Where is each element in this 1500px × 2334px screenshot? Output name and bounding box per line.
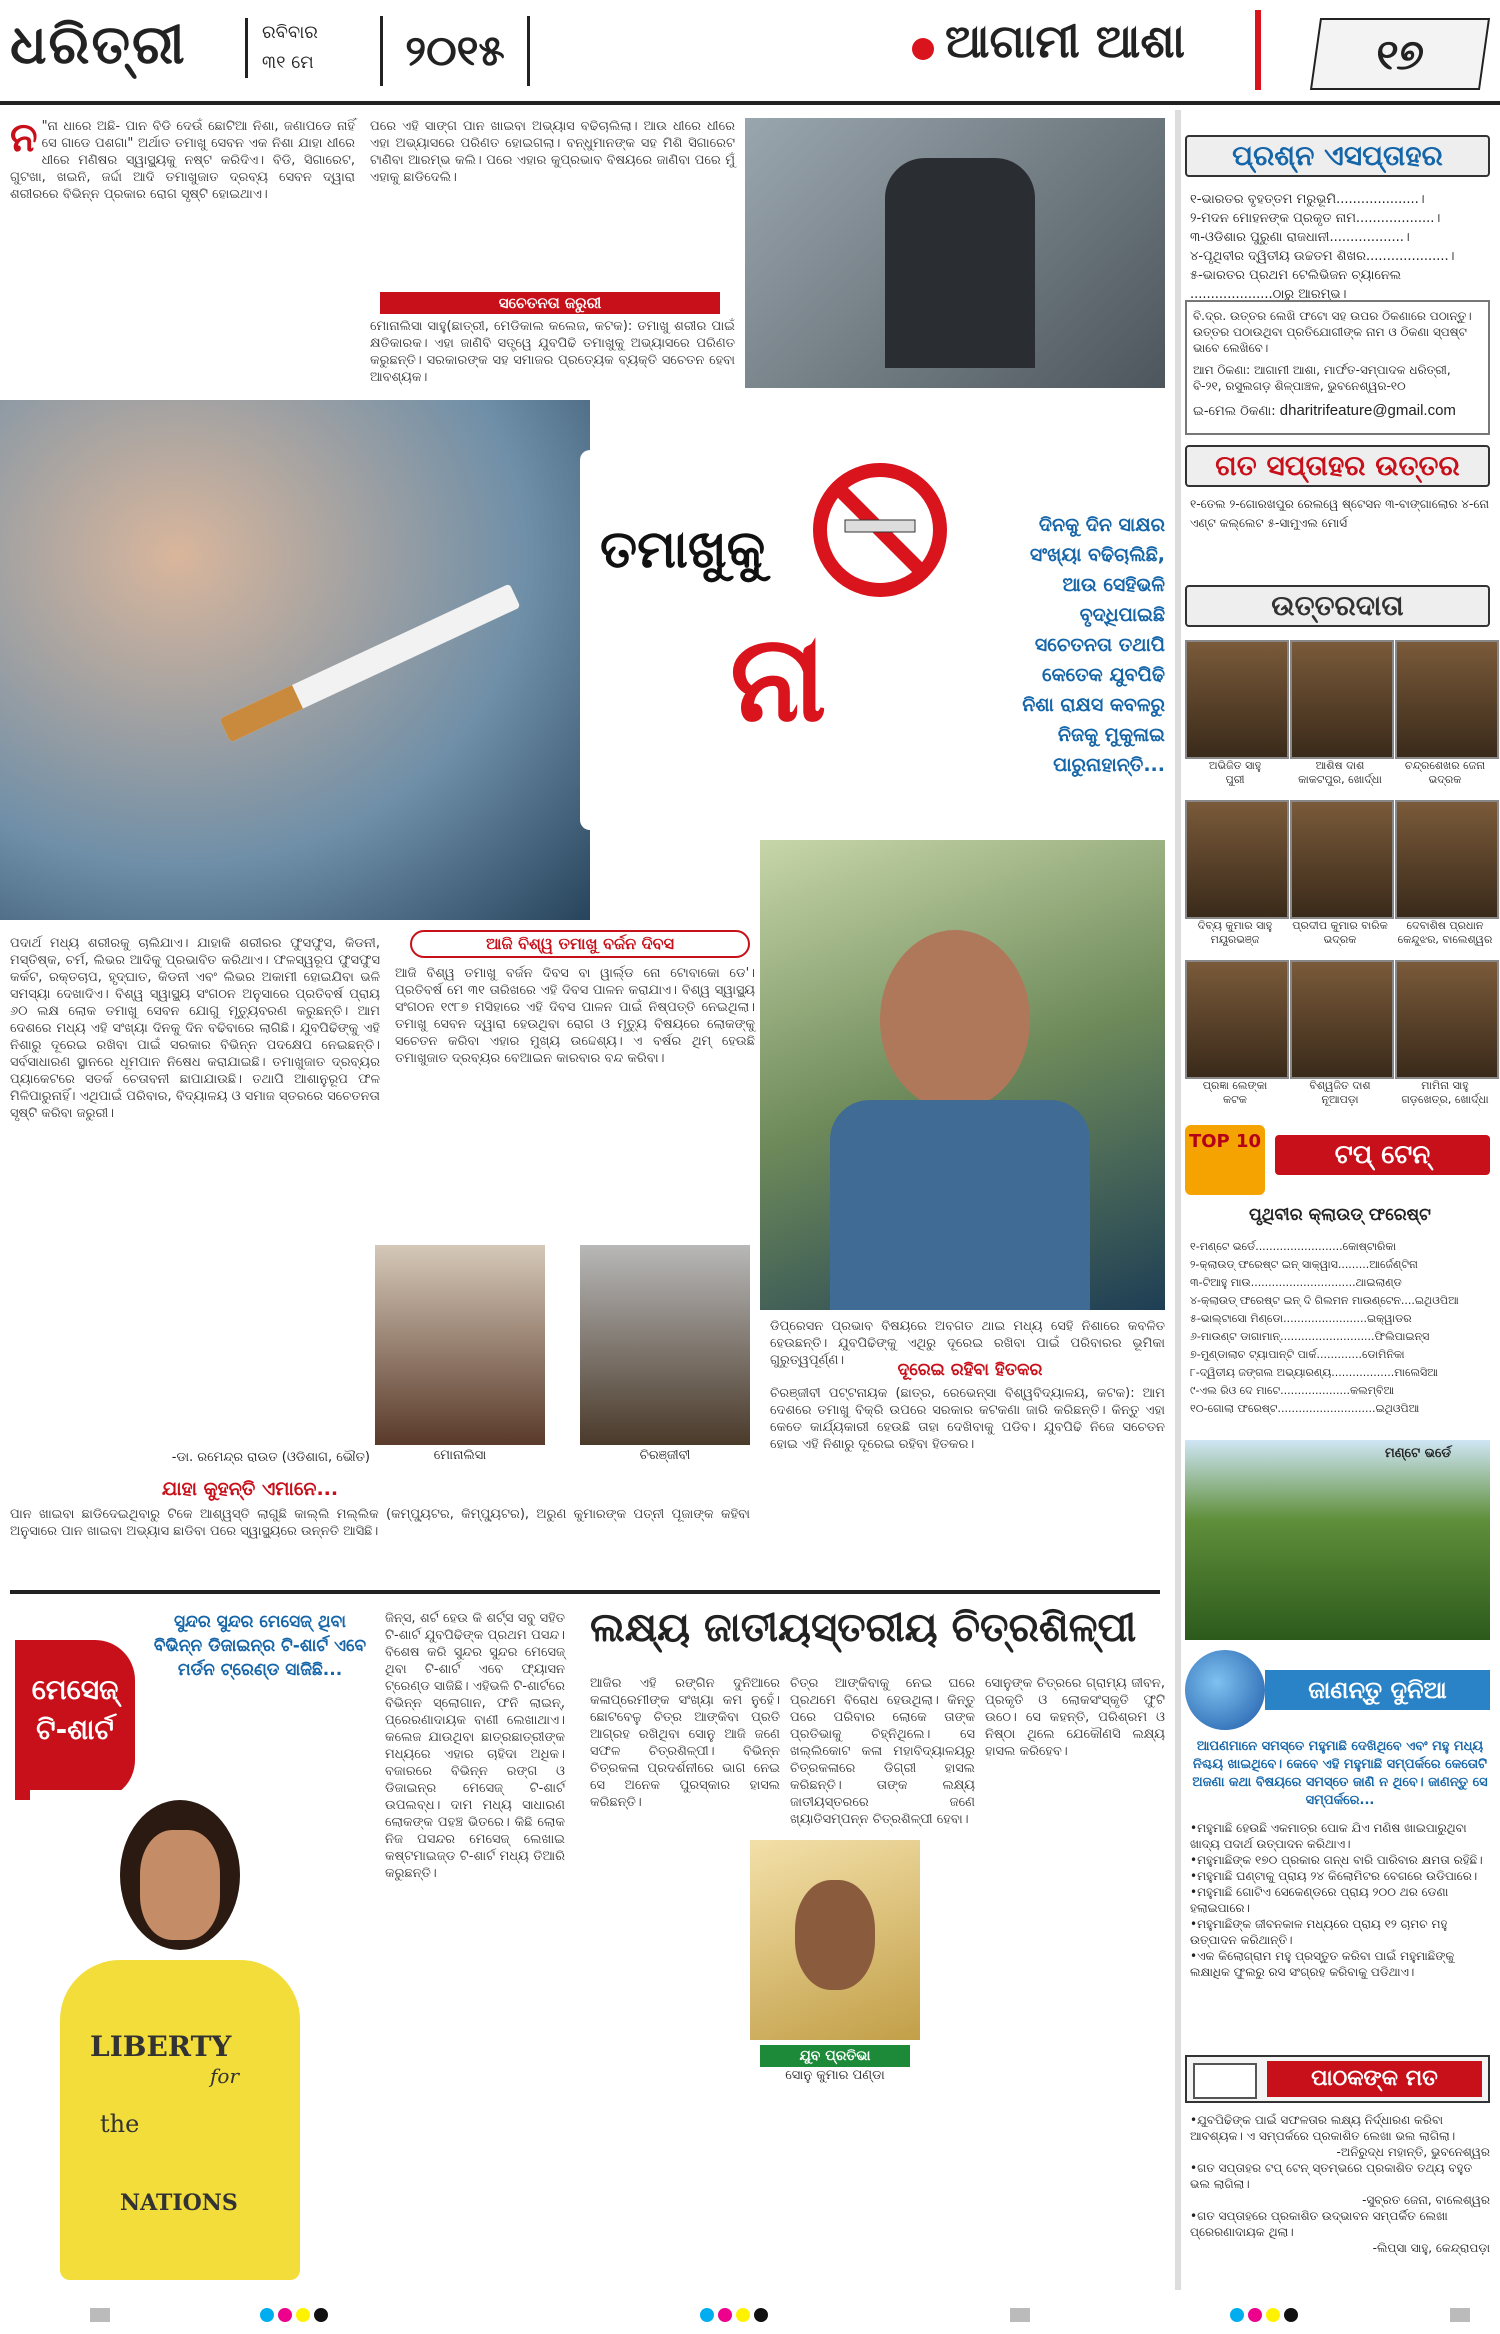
globe-icon xyxy=(1185,1650,1265,1730)
headline-part-1: ତମାଖୁକୁ xyxy=(600,520,766,580)
headline-part-2: ନା xyxy=(730,610,827,749)
email-link[interactable]: dharitrifeature@gmail.com xyxy=(1279,402,1456,419)
winner-place: ପୁରୀ xyxy=(1225,773,1245,786)
sidebar-divider xyxy=(1175,110,1181,2290)
page-number: ୧୭ xyxy=(1310,18,1490,90)
world-item: •ମହୁମାଛି ହେଉଛି ଏକମାତ୍ର ପୋକ ଯିଏ ମଣିଷ ଖାଇପାରୁଥିବା ଖାଦ୍ୟ ପଦାର୍ଥ ଉତ୍ପାଦନ କରିଥାଏ। xyxy=(1190,1821,1467,1851)
reader-name: -ଲିପ୍ସା ସାହୁ, କେନ୍ଦ୍ରାପଡ଼ା xyxy=(1372,2241,1490,2255)
winner-place: ଭଦ୍ରକ xyxy=(1323,933,1357,946)
top-ten-item: ୭-ମୁଣ୍ଡାଲାଚ ଟ୍ୟାପାନ୍‌ଟି ପାର୍କ.............ଡୋମିନିକା xyxy=(1190,1348,1405,1361)
tshirt-label: ମେସେଜ୍ ଟି-ଶାର୍ଟ xyxy=(15,1640,135,1800)
top-ten-item: ୩-ଟିଆହୁ ମାଉ..............................ଥାଇଲାଣ୍ଡ xyxy=(1190,1276,1402,1289)
aware-head: ସଚେତନତା ଜରୁରୀ xyxy=(380,292,720,314)
year-label: ୨୦୧୫ xyxy=(380,16,530,86)
top-ten-item: ୫-ଭାଲ୍ଟାସୋ ମିଣ୍ଡୋ........................ଇକ୍ୱାଡର xyxy=(1190,1312,1412,1325)
winner-photo xyxy=(1290,800,1394,919)
intro-text: "ନା ଧାରେ ଅଛି- ପାନ ବିଡି ଦେଉଁ ଛୋଟିଆ ନିଶା, ଜଣାପଡେ ନାହିଁ ସେ ଗାଡେ ପଶଗା" ଅର୍ଥାତ ତମାଖୁ ସେବନ ଏକ ନିଶା ଯାହା ଧୀରେ ଧୀରେ ମଣିଷର ସ୍ୱାସ୍ଥ୍ୟକୁ ନଷ୍ଟ କରିଦିଏ। ବିଡି, ସିଗାରେଟ, ଗୁଟଖା, ଖଇନି, ଜର୍ଦ୍ଦା ଆଦି ତମାଖୁଜାତ ଦ୍ରବ୍ୟ ସେବନ ଦ୍ୱାରା ଶରୀରରେ ବିଭିନ୍ନ ପ୍ରକାର ରୋଗ ସୃଷ୍ଟି ହୋଇଥାଏ। xyxy=(10,119,355,202)
day-label: ରବିବାର xyxy=(262,22,318,43)
winner-place: ନୂଆପଡ଼ା xyxy=(1321,1093,1359,1106)
artist-body-3: ସୋନୁଙ୍କ ଚିତ୍ରରେ ଗ୍ରାମ୍ୟ ଜୀବନ, ପ୍ରକୃତି ଓ ଲୋକସଂସ୍କୃତି ଫୁଟି ଉଠେ। ସେ କହନ୍ତି, ପରିଶ୍ରମ ଓ ନିଷ୍ଠା ଥିଲେ ଯେକୌଣସି ଲକ୍ଷ୍ୟ ହାସଲ କରିହେବ। xyxy=(985,1676,1165,1759)
shirt-silhouette xyxy=(830,1100,1090,1310)
shirt-text-the: the xyxy=(100,2110,140,2138)
forest-photo xyxy=(1185,1440,1490,1640)
date-block xyxy=(245,18,365,78)
top-ten-heading: ଟପ୍ ଟେନ୍ xyxy=(1275,1135,1490,1175)
winner-name: ବିଶ୍ୱଜିତ ଦାଶ xyxy=(1309,1079,1371,1092)
reader-comment: •ଯୁବପିଢିଙ୍କ ପାଇଁ ସଫଳତାର ଲକ୍ଷ୍ୟ ନିର୍ଦ୍ଧାରଣ କରିବା ଆବଶ୍ୟକ। ଏ ସମ୍ପର୍କରେ ପ୍ରକାଶିତ ଲେଖା ଭଲ ଲାଗିଲା। xyxy=(1190,2113,1456,2143)
main-intro xyxy=(10,115,355,388)
portrait-caption-1: ମୋନାଲିସା xyxy=(433,1448,487,1463)
quiz-item: ୩-ଓଡିଶାର ପୁରୁଣା ରାଜଧାନୀ..................। xyxy=(1190,230,1410,245)
aware-text: ମୋନାଲିସା ସାହୁ(ଛାତ୍ରୀ, ମେଡିକାଲ କଲେଜ, କଟକ): ତମାଖୁ ଶରୀର ପାଇଁ କ୍ଷତିକାରକ। ଏହା ଜାଣିବି ସତ୍ତ୍ୱେ ଯୁବପିଢି ତମାଖୁକୁ ଅଭ୍ୟାସରେ ପରିଣତ କରୁଛନ୍ତି। ସରକାରଙ୍କ ସହ ସମାଜର ପ୍ରତ୍ୟେକ ବ୍ୟକ୍ତି ସଚେତନ ହେବା ଆବଶ୍ୟକ। xyxy=(370,319,735,385)
readers-heading: ପାଠକଙ୍କ ମତ xyxy=(1267,2061,1482,2097)
winner-name: ମାମିନା ସାହୁ xyxy=(1421,1079,1469,1092)
world-item: •ମହୁମାଛି ଗୋଟିଏ ସେକେଣ୍ଡରେ ପ୍ରାୟ ୨୦୦ ଥର ଡେଣା ହଲାଇପାରେ। xyxy=(1190,1885,1449,1915)
newspaper-logo: ଧରିତ୍ରୀ xyxy=(10,12,187,76)
winner-name: ପ୍ରଦୀପ କୁମାର ବାରିକ xyxy=(1292,919,1388,932)
top-ten-item: ୧୦-ଗୋଲା ଫରେଷ୍ଟ............................ଇଥିଓପିଆ xyxy=(1190,1402,1420,1415)
shirt-text-for: for xyxy=(210,2064,240,2088)
winner-card xyxy=(1395,640,1495,787)
winner-card xyxy=(1290,640,1390,787)
byline: -ଡା. ରମେନ୍ଦ୍ର ରାଉତ (ଓଡିଶାଗ, ଭୌତ) xyxy=(171,1450,370,1465)
tshirt-body: ଜିନ୍ସ, ଶର୍ଟ ହେଉ କି ଶର୍ଟ୍ସ ସବୁ ସହିତ ଟି-ଶାର୍ଟ ଯୁବପିଢିଙ୍କ ପ୍ରଥମ ପସନ୍ଦ। ବିଶେଷ କରି ସୁନ୍ଦର ସୁନ୍ଦର ମେସେଜ୍ ଥିବା ଟି-ଶାର୍ଟ ଏବେ ଫ୍ୟାସନ ଟ୍ରେଣ୍ଡ ସାଜିଛି। ଏହିଭଳି ଟି-ଶାର୍ଟରେ ବିଭିନ୍ନ ସ୍ଲୋଗାନ, ଫନି ଲାଇନ୍, ପ୍ରେରଣାଦାୟକ ବାଣୀ ଲେଖାଥାଏ। କଲେଜ ଯାଉଥିବା ଛାତ୍ରଛାତ୍ରୀଙ୍କ ମଧ୍ୟରେ ଏହାର ଚାହିଦା ଅଧିକ। ବଜାରରେ ବିଭିନ୍ନ ରଙ୍ଗ ଓ ଡିଜାଇନ୍‌ର ମେସେଜ୍ ଟି-ଶାର୍ଟ ଉପଲବ୍ଧ। ଦାମ ମଧ୍ୟ ସାଧାରଣ ଲୋକଙ୍କ ପହଞ୍ଚ ଭିତରେ। କିଛି ଲୋକ ନିଜ ପସନ୍ଦର ମେସେଜ୍ ଲେଖାଇ କଷ୍ଟମାଇଜ୍ଡ ଟି-ଶାର୍ଟ ମଧ୍ୟ ତିଆରି କରୁଛନ୍ତି। xyxy=(385,1611,565,1881)
forest-caption: ମଣ୍ଟେ ଭର୍ଡେ xyxy=(1385,1446,1451,1461)
winner-place: ଗଡ଼ଖେତ୍ର, ଖୋର୍ଦ୍ଧା xyxy=(1401,1093,1489,1106)
reader-name: -ସୁବ୍ରତ ଜେନା, ବାଲେଶ୍ୱର xyxy=(1362,2193,1490,2207)
drop-cap: ନ xyxy=(10,115,38,161)
quiz-heading: ପ୍ରଶ୍ନ ଏସପ୍ତାହର xyxy=(1185,135,1490,177)
quiz-item: ୪-ପୃଥିବୀର ଦ୍ୱିତୀୟ ଉଚ୍ଚତମ ଶିଖର....................। xyxy=(1190,249,1455,264)
keepaway-heading: ଦୂରେଇ ରହିବା ହିତକର xyxy=(897,1360,1043,1380)
world-item: •ଏକ କିଲୋଗ୍ରାମ ମହୁ ପ୍ରସ୍ତୁତ କରିବା ପାଇଁ ମହୁମାଛିଙ୍କୁ ଲକ୍ଷାଧିକ ଫୁଲରୁ ରସ ସଂଗ୍ରହ କରିବାକୁ ପଡିଥାଏ। xyxy=(1190,1949,1455,1979)
winner-card xyxy=(1185,960,1285,1107)
person-silhouette xyxy=(885,158,1035,368)
world-item: •ମହୁମାଛି ଘଣ୍ଟାକୁ ପ୍ରାୟ ୨୪ କିଲୋମିଟର ବେଗରେ ଉଡିପାରେ। xyxy=(1190,1869,1478,1883)
quiz-item: ୫-ଭାରତର ପ୍ରଥମ ଟେଲିଭିଜନ ଚ୍ୟାନେଲ ....................ଠାରୁ ଆରମ୍ଭ। xyxy=(1190,268,1402,302)
answers-heading: ଗତ ସପ୍ତାହର ଉତ୍ତର xyxy=(1185,445,1490,487)
portrait-caption-2: ଚିରଞ୍ଜୀବୀ xyxy=(639,1448,691,1463)
main-body: ପଦାର୍ଥ ମଧ୍ୟ ଶରୀରକୁ ଚାଲିଯାଏ। ଯାହାକି ଶରୀରର ଫୁସଫୁସ, କିଡନୀ, ମସ୍ତିଷ୍କ, ଚର୍ମ, ଲିଭର ଆଦିକୁ ପ୍ରଭାବିତ କରିଥାଏ। ଫଳସ୍ୱରୂପ ଫୁସଫୁସ କର୍କଟ, ରକ୍ତଚାପ, ହୃଦ୍‌ଘାତ, କିଡନୀ ଏବଂ ଲିଭର ଅକାମୀ ହୋଇଯିବା ଭଳି ସମସ୍ୟା ଦେଖାଦିଏ। ବିଶ୍ୱ ସ୍ୱାସ୍ଥ୍ୟ ସଂଗଠନ ଅନୁସାରେ ପ୍ରତିବର୍ଷ ପ୍ରାୟ ୬୦ ଲକ୍ଷ ଲୋକ ତମାଖୁ ସେବନ ଯୋଗୁ ମୃତ୍ୟୁବରଣ କରୁଛନ୍ତି। ଆମ ଦେଶରେ ମଧ୍ୟ ଏହି ସଂଖ୍ୟା ଦିନକୁ ଦିନ ବଢିବାରେ ଲାଗିଛି। ଯୁବପିଢିଙ୍କୁ ଏହି ନିଶାରୁ ଦୂରେଇ ରଖିବା ପାଇଁ ସରକାର ବିଭିନ୍ନ ପଦକ୍ଷେପ ନେଇଛନ୍ତି। ସର୍ବସାଧାରଣ ସ୍ଥାନରେ ଧୂମପାନ ନିଷେଧ କରାଯାଇଛି। ତମାଖୁଜାତ ଦ୍ରବ୍ୟର ପ୍ୟାକେଟରେ ସତର୍କ ଚେତାବନୀ ଛାପାଯାଉଛି। ତଥାପି ଆଶାନୁରୂପ ଫଳ ମିଳିପାରୁନାହିଁ। ଏଥିପାଇଁ ପରିବାର, ବିଦ୍ୟାଳୟ ଓ ସମାଜ ସ୍ତରରେ ସଚେତନତା ସୃଷ୍ଟି କରିବା ଜରୁରୀ। xyxy=(10,936,380,1121)
winner-card xyxy=(1290,800,1390,947)
top-ten-item: ୨-କ୍ଲାଉଡ୍ ଫରେଷ୍ଟ ଇନ୍ ସାକ୍ୱାସ.........ଆର୍ଜେଣ୍ଟିନା xyxy=(1190,1258,1418,1271)
winner-name: ଚନ୍ଦ୍ରଶେଖର ଜେନା xyxy=(1404,759,1486,772)
answers: ୧-ତେଲ ୨-ଗୋରଖପୁର ରେଲୱେ ଷ୍ଟେସନ ୩-ବାଙ୍ଗାଲୋର ୪-ନୋ ଏଣ୍ଟ କଲ୍ଲେଟ ୫-ସାମୁଏଲ ମୋର୍ସ xyxy=(1190,497,1489,530)
winner-place: ମୟୂରଭଞ୍ଜ xyxy=(1210,933,1260,946)
reader-comment: •ଗତ ସପ୍ତାହର ଟପ୍ ଟେନ୍ ସ୍ତମ୍ଭରେ ପ୍ରକାଶିତ ତଥ୍ୟ ବହୁତ ଭଲ ଲାଗିଲା। xyxy=(1190,2161,1473,2191)
top-ten-logo: TOP 10 xyxy=(1185,1125,1265,1195)
portrait-chiranjeevi xyxy=(580,1245,750,1445)
quiz-note: ବି.ଦ୍ର. ଉତ୍ତର ଲେଖି ଫଟୋ ସହ ଉପର ଠିକଣାରେ ପଠାନ୍ତୁ। ଉତ୍ତର ପଠାଉଥିବା ପ୍ରତିଯୋଗୀଙ୍କ ନାମ ଓ ଠିକଣା ସ୍ପଷ୍ଟ ଭାବେ ଲେଖିବେ। xyxy=(1193,309,1472,355)
deck: ଦିନକୁ ଦିନ ସାକ୍ଷର ସଂଖ୍ୟା ବଢିଚାଲିଛି, ଆଉ ସେହିଭଳି ବୃଦ୍ଧିପାଇଛି ସଚେତନତା ତଥାପି କେତେକ ଯୁବପିଢି ନିଶା ରାକ୍ଷସ କବଳରୁ ନିଜକୁ ମୁକୁଳାଇ ପାରୁନାହାନ୍ତି... xyxy=(1022,514,1165,776)
smokers-photo xyxy=(745,118,1165,388)
world-list xyxy=(1190,1820,1490,1980)
top-ten-item: ୪-କ୍ଲାଉଡ୍ ଫରେଷ୍ଟ ଇନ୍ ଦି ଗିଲମନ ମାଉଣ୍ଟେନ....ଇଥିଓପିଆ xyxy=(1190,1294,1459,1307)
world-item: •ମହୁମାଛିଙ୍କ ଜୀବନକାଳ ମଧ୍ୟରେ ପ୍ରାୟ ୧୨ ଚାମଚ ମହୁ ଉତ୍ପାଦନ କରିଥାନ୍ତି। xyxy=(1190,1917,1448,1947)
winner-place: ଭଦ୍ରକ xyxy=(1428,773,1462,786)
model-photo xyxy=(30,1790,330,2290)
winners-heading: ଉତ୍ତରଦାତା xyxy=(1185,585,1490,627)
winner-place: କାକଟପୁର, ଖୋର୍ଦ୍ଧା xyxy=(1298,773,1382,786)
divider xyxy=(1255,10,1261,90)
address: ଆମ ଠିକଣା: ଆଗାମୀ ଆଶା, ମାର୍ଫତ-ସମ୍ପାଦକ ଧରିତ୍ରୀ, ବି-୨୧, ରସୁଲଗଡ଼ ଶିଳ୍ପାଞ୍ଚଳ, ଭୁବନେଶ୍ୱର-୧୦ xyxy=(1193,363,1451,393)
masthead xyxy=(0,0,1500,105)
winner-name: ଦିବ୍ୟ କୁମାର ସାହୁ xyxy=(1197,919,1273,932)
winner-photo xyxy=(1185,800,1289,919)
voices-heading: ଯାହା କୁହନ୍ତି ଏମାନେ... xyxy=(161,1478,339,1500)
winner-place: କେନ୍ଦୁଝର, ବାଲେଶ୍ୱର xyxy=(1397,933,1493,946)
winner-name: ଦେବାଶିଷ ପ୍ରଧାନ xyxy=(1406,919,1484,932)
winner-photo xyxy=(1290,960,1394,1079)
world-heading: ଜାଣନ୍ତୁ ଦୁନିଆ xyxy=(1265,1670,1490,1710)
day-heading: ଆଜି ବିଶ୍ୱ ତମାଖୁ ବର୍ଜନ ଦିବସ xyxy=(410,930,750,958)
young-man-photo xyxy=(760,840,1165,1310)
winner-photo xyxy=(1395,960,1499,1079)
top-ten-item: ୧-ମଣ୍ଟେ ଭର୍ଡେ.........................କୋଷ୍ଟାରିକା xyxy=(1190,1240,1396,1253)
voices-body: ପାନ ଖାଇବା ଛାଡିଦେଇଥିବାରୁ ଟିକେ ଆଶ୍ୱସ୍ତି ଲାଗୁଛି କାଲ୍ଲି ମଲ୍ଲିକ (କମ୍ପ୍ୟୁଟର, କିମ୍ପ୍ୟୁଟର), ଅରୁଣ କୁମାରଙ୍କ ପତ୍ନୀ ପୂଜାଙ୍କ କହିବା ଅନୁସାରେ ପାନ ଖାଇବା ଅଭ୍ୟାସ ଛାଡିବା ପରେ ସ୍ୱାସ୍ଥ୍ୟରେ ଉନ୍ନତି ଆସିଛି। xyxy=(10,1507,750,1539)
readers-heading-box xyxy=(1185,2055,1490,2103)
winner-photo xyxy=(1395,800,1499,919)
section-bullet-icon xyxy=(912,38,934,60)
winners-grid xyxy=(1185,640,1495,1110)
top-ten-list xyxy=(1190,1238,1490,1418)
winner-photo xyxy=(1185,960,1289,1079)
artist-body-1: ଆଜିର ଏହି ରଙ୍ଗିନ ଦୁନିଆରେ କଳାପ୍ରେମୀଙ୍କ ସଂଖ୍ୟା କମ ନୁହେଁ। ଛୋଟବେଳୁ ଚିତ୍ର ଆଙ୍କିବା ପ୍ରତି ଆଗ୍ରହ ରଖିଥିବା ସୋନୁ ଆଜି ଜଣେ ସଫଳ ଚିତ୍ରଶିଳ୍ପୀ। ବିଭିନ୍ନ ଚିତ୍ରକଳା ପ୍ରଦର୍ଶନୀରେ ଭାଗ ନେଇ ସେ ଅନେକ ପୁରସ୍କାର ହାସଲ କରିଛନ୍ତି। xyxy=(590,1676,780,1810)
cigarette-photo xyxy=(0,400,590,920)
readers-list xyxy=(1190,2112,1490,2256)
quiz-note-box xyxy=(1185,300,1490,435)
shirt-text-liberty: LIBERTY xyxy=(90,2030,232,2063)
top-ten-subheading: ପୃଥିବୀର କ୍ଲାଉଡ୍ ଫରେଷ୍ଟ xyxy=(1249,1205,1431,1225)
face-silhouette xyxy=(795,1880,875,1990)
reader-comment: •ଗତ ସପ୍ତାହରେ ପ୍ରକାଶିତ ଉଦ୍ଭାବନ ସମ୍ପର୍କିତ ଲେଖା ପ୍ରେରଣାଦାୟକ ଥିଲା। xyxy=(1190,2209,1448,2239)
winner-name: ପ୍ରଜ୍ଞା ଲେଙ୍କା xyxy=(1202,1079,1268,1092)
reader-name: -ଅନିରୁଦ୍ଧ ମହାନ୍ତି, ଭୁବନେଶ୍ୱର xyxy=(1336,2145,1490,2159)
cigarette-icon xyxy=(219,584,520,743)
main-col2: ପରେ ଏହି ସାଙ୍ଗ ପାନ ଖାଇବା ଅଭ୍ୟାସ ବଢିଚାଲିଲା। ଆଉ ଧୀରେ ଧୀରେ ଏହା ଅଭ୍ୟାସରେ ପରିଣତ ହୋଇଗଲା। ବନ୍ଧୁମାନଙ୍କ ସହ ମିଶି ସିଗାରେଟ ଟାଣିବା ଆରମ୍ଭ କଲି। ପରେ ଏହାର କୁପ୍ରଭାବ ବିଷୟରେ ଜାଣିବା ପରେ ମୁଁ ଏହାକୁ ଛାଡିଦେଲି। xyxy=(370,119,735,185)
face-silhouette xyxy=(880,930,1030,1110)
no-smoking-icon xyxy=(810,460,950,600)
artist-photo xyxy=(750,1840,920,2040)
winner-place: କଟକ xyxy=(1223,1093,1247,1106)
day-body: ଆଜି ବିଶ୍ୱ ତମାଖୁ ବର୍ଜନ ଦିବସ ବା ୱାର୍ଲ୍ଡ ନୋ ଟୋବାକୋ ଡେ'। ପ୍ରତିବର୍ଷ ମେ ୩୧ ତାରିଖରେ ଏହି ଦିବସ ପାଳନ କରାଯାଏ। ବିଶ୍ୱ ସ୍ୱାସ୍ଥ୍ୟ ସଂଗଠନ ୧୯୮୭ ମସିହାରେ ଏହି ଦିବସ ପାଳନ ପାଇଁ ନିଷ୍ପତ୍ତି ନେଇଥିଲା। ତମାଖୁ ସେବନ ଦ୍ୱାରା ହେଉଥିବା ରୋଗ ଓ ମୃତ୍ୟୁ ବିଷୟରେ ଲୋକଙ୍କୁ ସଚେତନ କରିବା ଏହାର ମୁଖ୍ୟ ଉଦ୍ଦେଶ୍ୟ। ଏ ବର୍ଷର ଥିମ୍ ହେଉଛି ତମାଖୁଜାତ ଦ୍ରବ୍ୟର ବେଆଇନ କାରବାର ବନ୍ଦ କରିବା। xyxy=(395,966,755,1066)
section-title: ଆଗାମୀ ଆଶା xyxy=(945,14,1186,68)
artist-body-2: ଚିତ୍ର ଆଙ୍କିବାକୁ ନେଇ ଘରେ ପ୍ରଥମେ ବିରୋଧ ହେଉଥିଲା। କିନ୍ତୁ ପରେ ପରିବାର ଲୋକେ ତାଙ୍କ ପ୍ରତିଭାକୁ ଚିହ୍ନିଥିଲେ। ସେ ଖଲ୍ଲିକୋଟ କଳା ମହାବିଦ୍ୟାଳୟରୁ ଚିତ୍ରକଳାରେ ଡିଗ୍ରୀ ହାସଲ କରିଛନ୍ତି। ତାଙ୍କ ଲକ୍ଷ୍ୟ ଜାତୀୟସ୍ତରରେ ଜଣେ ଖ୍ୟାତିସମ୍ପନ୍ନ ଚିତ୍ରଶିଳ୍ପୀ ହେବା। xyxy=(790,1676,975,1827)
date-label: ୩୧ ମେ xyxy=(262,52,314,73)
quiz-item: ୨-ମଦନ ମୋହନଙ୍କ ପ୍ରକୃତ ନାମ...................। xyxy=(1190,211,1441,226)
top-ten-item: ୮-ଦ୍ୱିତୀୟ ଜଙ୍ଗଲ ଅଭ୍ୟାରଣ୍ୟ..................ମାଲେସିଆ xyxy=(1190,1366,1438,1379)
print-registration-marks xyxy=(0,2300,1500,2334)
winner-photo xyxy=(1290,640,1394,759)
winner-photo xyxy=(1395,640,1499,759)
envelope-icon xyxy=(1193,2063,1257,2099)
quiz-item: ୧-ଭାରତର ବୃହତ୍ତମ ମରୁଭୂମି....................। xyxy=(1190,192,1425,207)
portrait-monalisa xyxy=(375,1245,545,1445)
tshirt-deck: ସୁନ୍ଦର ସୁନ୍ଦର ମେସେଜ୍ ଥିବା ବିଭିନ୍ନ ଡିଜାଇନ୍‌ର ଟି-ଶାର୍ଟ ଏବେ ମର୍ଡନ ଟ୍ରେଣ୍ଡ ସାଜିଛି... xyxy=(153,1612,367,1680)
section-divider xyxy=(10,1590,1160,1594)
top-ten-item: ୬-ମାଉଣ୍ଟ ଡାଗାମାନ୍...........................ଫିଲିପାଇନ୍ସ xyxy=(1190,1330,1430,1343)
winner-card xyxy=(1185,640,1285,787)
title-panel xyxy=(580,450,1010,830)
email-label: ଇ-ମେଲ ଠିକଣା: xyxy=(1193,404,1276,419)
world-intro: ଆପଣମାନେ ସମସ୍ତେ ମହୁମାଛି ଦେଖିଥିବେ ଏବଂ ମହୁ ମଧ୍ୟ ନିଶ୍ଚୟ ଖାଇଥିବେ। କେବେ ଏହି ମହୁମାଛି ସମ୍ପର୍କରେ କେତୋଟି ଅଜଣା କଥା ବିଷୟରେ ସମସ୍ତେ ଜାଣି ନ ଥିବେ। ଜାଣନ୍ତୁ ସେ ସମ୍ପର୍କରେ... xyxy=(1192,1739,1488,1808)
winner-photo xyxy=(1185,640,1289,759)
artist-name: ସୋନୁ କୁମାର ପଣ୍ଡା xyxy=(785,2068,885,2083)
artist-badge: ଯୁବ ପ୍ରତିଭା xyxy=(760,2045,910,2067)
face-silhouette xyxy=(140,1830,220,1940)
winner-name: ଆଶିଷ ଦାଶ xyxy=(1315,759,1365,772)
world-item: •ମହୁମାଛିଙ୍କ ୧୭୦ ପ୍ରକାର ଗନ୍ଧ ବାରି ପାରିବାର କ୍ଷମତା ରହିଛି। xyxy=(1190,1853,1483,1867)
winner-card xyxy=(1395,800,1495,947)
winner-card xyxy=(1290,960,1390,1107)
keepaway-body: ଚିରଞ୍ଜୀବୀ ପଟ୍ଟନାୟକ (ଛାତ୍ର, ରେଭେନ୍ସା ବିଶ୍ୱବିଦ୍ୟାଳୟ, କଟକ): ଆମ ଦେଶରେ ତମାଖୁ ବିକ୍ରି ଉପରେ ସରକାର କଟକଣା ଜାରି କରିଛନ୍ତି। କିନ୍ତୁ ଏହା କେତେ କାର୍ଯ୍ୟକାରୀ ହେଉଛି ତାହା ଦେଖିବାକୁ ପଡିବ। ଯୁବପିଢି ନିଜେ ସଚେତନ ହୋଇ ଏହି ନିଶାରୁ ଦୂରେଇ ରହିବା ହିତକର। xyxy=(770,1386,1165,1452)
artist-title: ଲକ୍ଷ୍ୟ ଜାତୀୟସ୍ତରୀୟ ଚିତ୍ରଶିଳ୍ପୀ xyxy=(590,1605,1137,1651)
winner-card xyxy=(1185,800,1285,947)
email-line xyxy=(1193,402,1482,419)
winner-name: ଅଭିଜିତ ସାହୁ xyxy=(1208,759,1262,772)
yellow-tshirt xyxy=(60,1960,300,2280)
top-ten-item: ୯-ଏଲ ରିଓ ଦେ ମାଟେ....................କଲମ୍ବିଆ xyxy=(1190,1384,1395,1397)
keepaway-lead: ଡିପ୍ରେସନ ପ୍ରଭାବ ବିଷୟରେ ଅବଗତ ଥାଇ ମଧ୍ୟ ସେହି ନିଶାରେ କବଳିତ ହେଉଛନ୍ତି। ଯୁବପିଢିଙ୍କୁ ଏଥିରୁ ଦୂରେଇ ରଖିବା ପାଇଁ ପରିବାରର ଭୂମିକା ଗୁରୁତ୍ୱପୂର୍ଣ୍ଣ। xyxy=(770,1319,1165,1368)
shirt-text-nations: NATIONS xyxy=(120,2190,238,2216)
winner-card xyxy=(1395,960,1495,1107)
quiz-list xyxy=(1190,190,1490,304)
